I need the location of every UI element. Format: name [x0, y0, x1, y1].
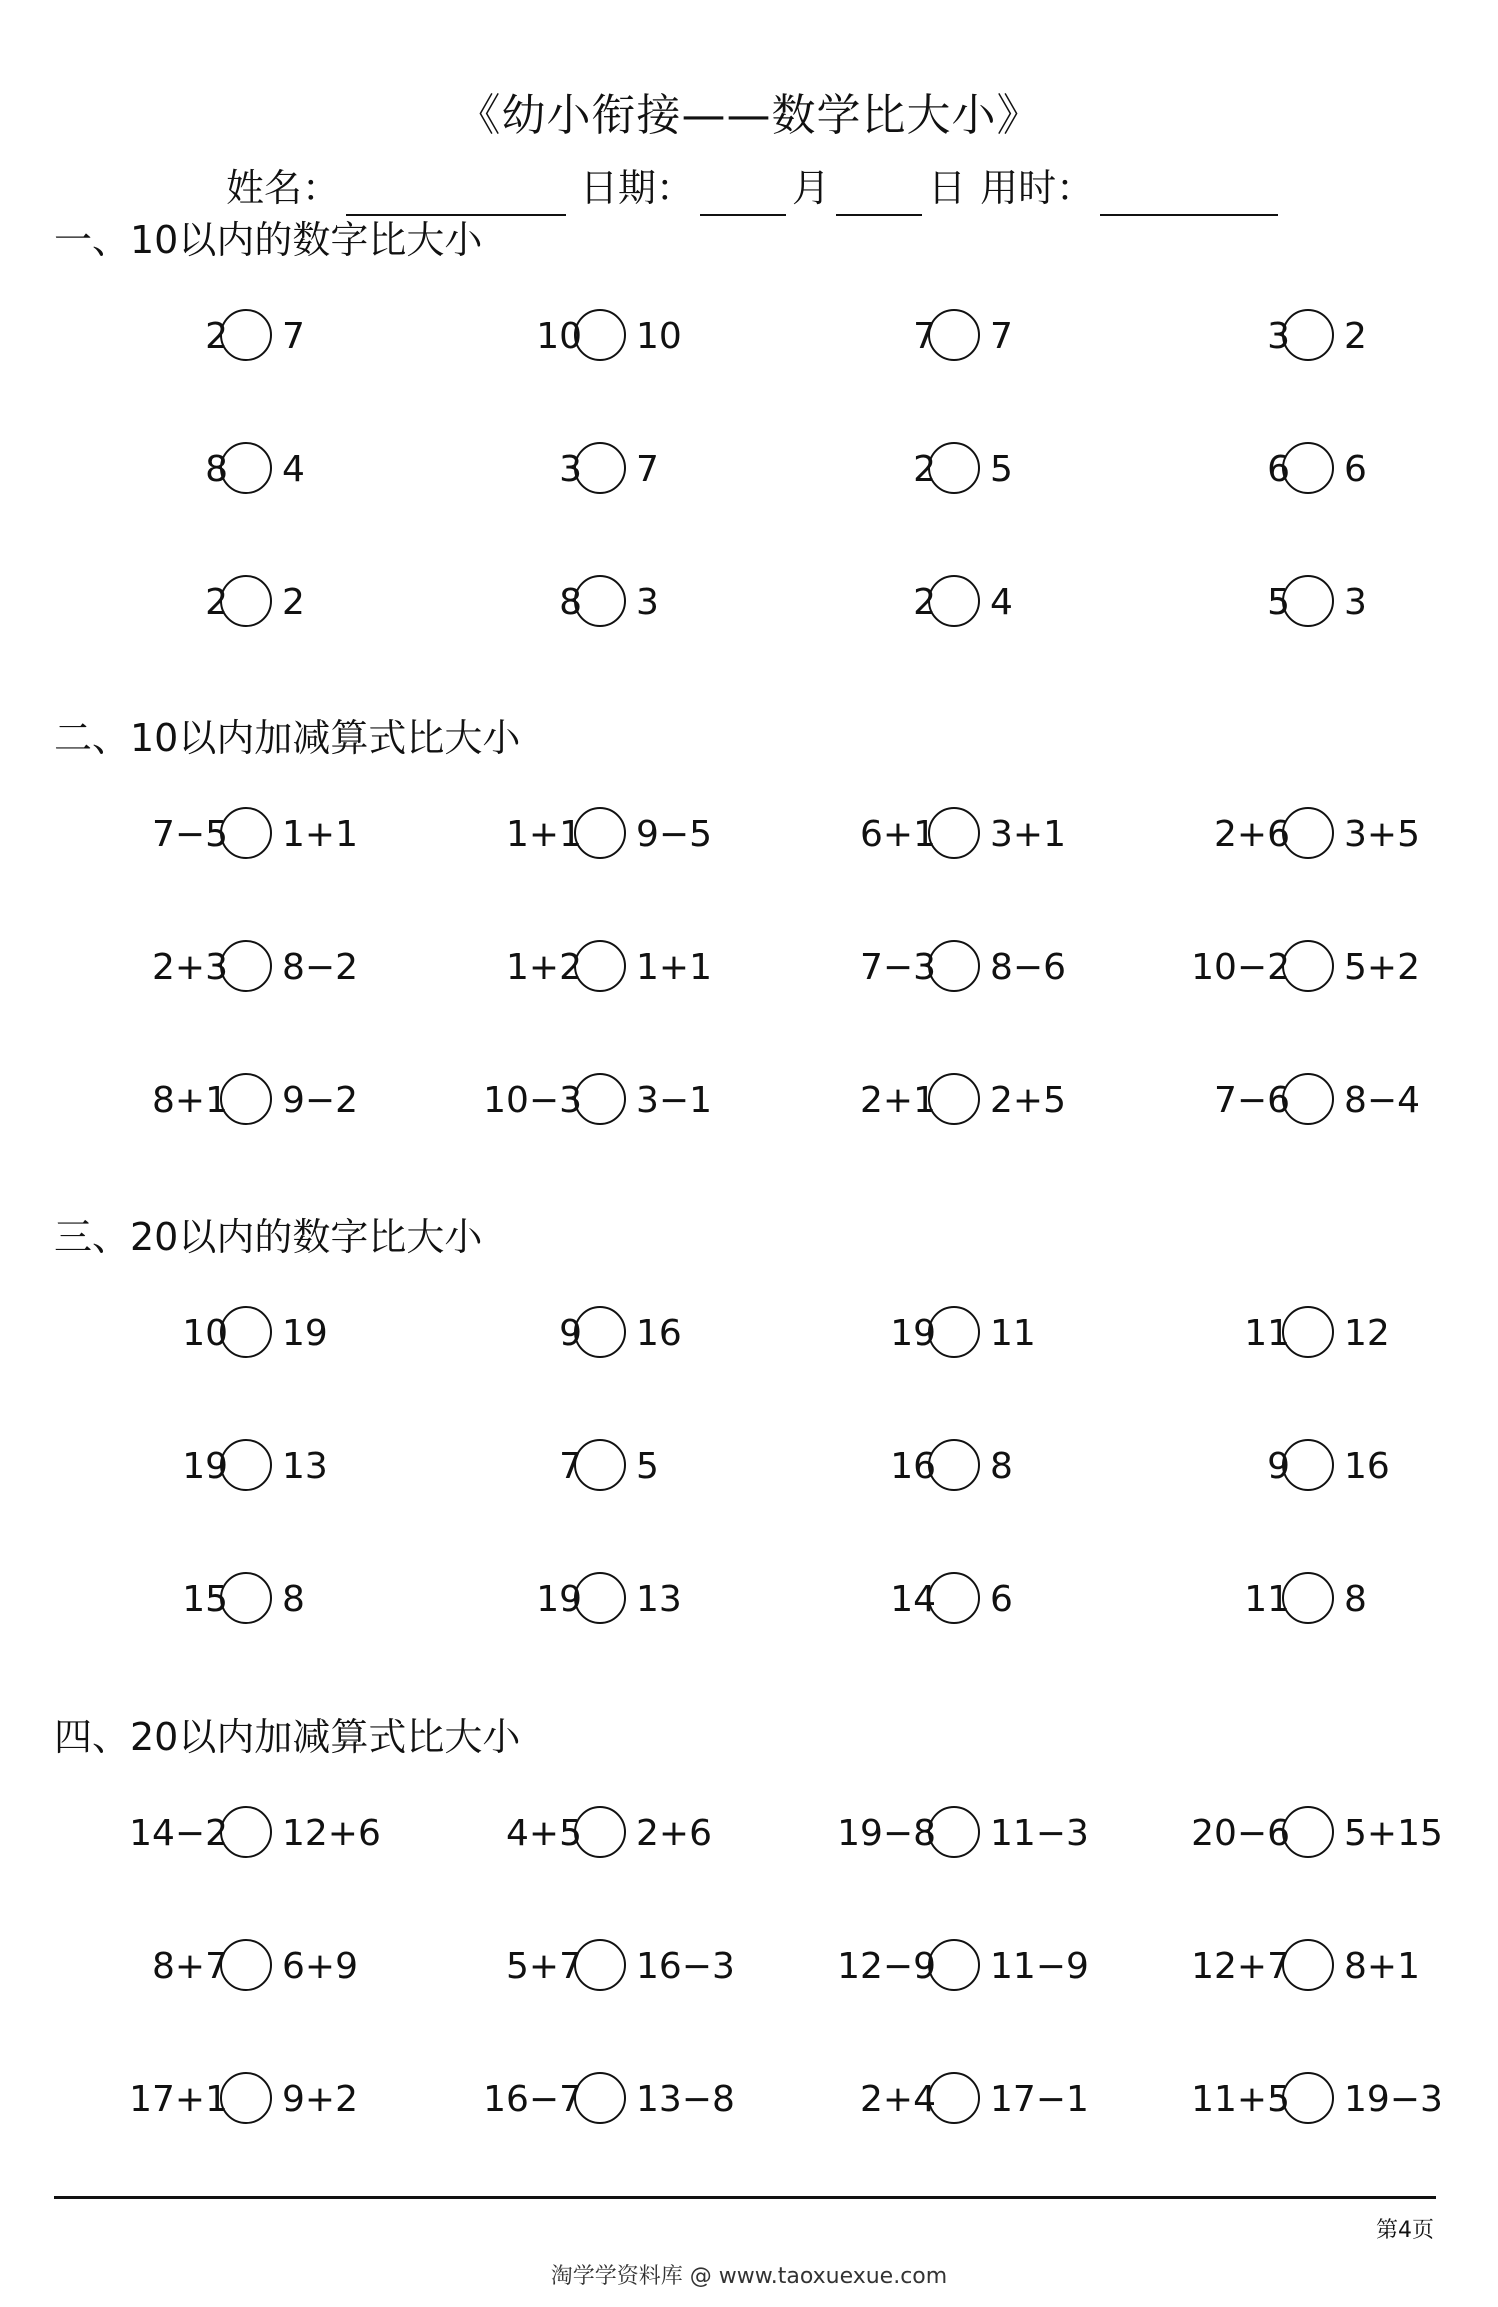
- answer-circle[interactable]: [1282, 1073, 1334, 1125]
- answer-circle[interactable]: [220, 1806, 272, 1858]
- right-expression: 1+1: [282, 814, 358, 855]
- right-expression: 3: [1344, 582, 1367, 623]
- left-expression: 2+4: [860, 2079, 936, 2120]
- comparison-problem: [454, 1938, 754, 1996]
- comparison-problem: [454, 806, 754, 864]
- right-expression: 4: [282, 449, 305, 490]
- name-blank[interactable]: [346, 170, 566, 216]
- left-expression: 11: [1244, 1313, 1290, 1354]
- comparison-problem: [100, 574, 400, 632]
- comparison-problem: [454, 2071, 754, 2129]
- answer-circle[interactable]: [220, 1073, 272, 1125]
- comparison-problem: [808, 1305, 1108, 1363]
- right-expression: 19: [282, 1313, 328, 1354]
- answer-circle[interactable]: [1282, 1939, 1334, 1991]
- comparison-problem: [1162, 441, 1462, 499]
- right-expression: 11: [990, 1313, 1036, 1354]
- right-expression: 10: [636, 316, 682, 357]
- left-expression: 19: [536, 1579, 582, 1620]
- answer-circle[interactable]: [220, 442, 272, 494]
- answer-circle[interactable]: [928, 2072, 980, 2124]
- answer-circle[interactable]: [1282, 940, 1334, 992]
- answer-circle[interactable]: [1282, 309, 1334, 361]
- comparison-problem: [454, 441, 754, 499]
- right-expression: 16: [1344, 1446, 1390, 1487]
- left-expression: 20−6: [1191, 1813, 1290, 1854]
- answer-circle[interactable]: [928, 309, 980, 361]
- left-expression: 8: [559, 582, 582, 623]
- right-expression: 19−3: [1344, 2079, 1443, 2120]
- answer-circle[interactable]: [220, 1939, 272, 1991]
- comparison-problem: [100, 1072, 400, 1130]
- date-label: 日期：: [580, 166, 695, 210]
- answer-circle[interactable]: [574, 309, 626, 361]
- right-expression: 11−3: [990, 1813, 1089, 1854]
- left-expression: 5: [1267, 582, 1290, 623]
- section-title: 四、20以内加减算式比大小: [54, 1715, 521, 1759]
- left-expression: 3: [1267, 316, 1290, 357]
- answer-circle[interactable]: [220, 1572, 272, 1624]
- comparison-problem: [100, 441, 400, 499]
- answer-circle[interactable]: [928, 940, 980, 992]
- student-info-row: [226, 160, 1284, 216]
- answer-circle[interactable]: [1282, 1306, 1334, 1358]
- left-expression: 4+5: [506, 1813, 582, 1854]
- comparison-problem: [808, 1805, 1108, 1863]
- answer-circle[interactable]: [928, 807, 980, 859]
- right-expression: 3+5: [1344, 814, 1420, 855]
- answer-circle[interactable]: [220, 1306, 272, 1358]
- answer-circle[interactable]: [928, 575, 980, 627]
- comparison-problem: [100, 939, 400, 997]
- section-title: 二、10以内加减算式比大小: [54, 716, 521, 760]
- day-blank[interactable]: [836, 170, 922, 216]
- comparison-problem: [808, 1938, 1108, 1996]
- month-blank[interactable]: [700, 170, 786, 216]
- right-expression: 3+1: [990, 814, 1066, 855]
- right-expression: 11−9: [990, 1946, 1089, 1987]
- comparison-problem: [1162, 2071, 1462, 2129]
- answer-circle[interactable]: [928, 1806, 980, 1858]
- right-expression: 8−6: [990, 947, 1066, 988]
- comparison-problem: [1162, 574, 1462, 632]
- comparison-problem: [808, 308, 1108, 366]
- left-expression: 14−2: [129, 1813, 228, 1854]
- comparison-problem: [808, 1072, 1108, 1130]
- answer-circle[interactable]: [574, 1572, 626, 1624]
- left-expression: 2: [913, 449, 936, 490]
- right-expression: 2+5: [990, 1080, 1066, 1121]
- answer-circle[interactable]: [928, 1306, 980, 1358]
- right-expression: 7: [282, 316, 305, 357]
- answer-circle[interactable]: [1282, 575, 1334, 627]
- answer-circle[interactable]: [928, 442, 980, 494]
- answer-circle[interactable]: [574, 442, 626, 494]
- answer-circle[interactable]: [1282, 807, 1334, 859]
- answer-circle[interactable]: [1282, 1806, 1334, 1858]
- right-expression: 9−2: [282, 1080, 358, 1121]
- page-number: 第4页: [1376, 2218, 1434, 2243]
- right-expression: 6: [1344, 449, 1367, 490]
- comparison-problem: [100, 308, 400, 366]
- comparison-problem: [808, 2071, 1108, 2129]
- answer-circle[interactable]: [574, 2072, 626, 2124]
- comparison-problem: [1162, 1938, 1462, 1996]
- answer-circle[interactable]: [574, 807, 626, 859]
- right-expression: 5: [636, 1446, 659, 1487]
- right-expression: 12: [1344, 1313, 1390, 1354]
- comparison-problem: [100, 1938, 400, 1996]
- comparison-problem: [1162, 1072, 1462, 1130]
- answer-circle[interactable]: [220, 940, 272, 992]
- answer-circle[interactable]: [220, 575, 272, 627]
- comparison-problem: [1162, 1438, 1462, 1496]
- time-blank[interactable]: [1100, 170, 1278, 216]
- answer-circle[interactable]: [928, 1939, 980, 1991]
- left-expression: 17+1: [129, 2079, 228, 2120]
- comparison-problem: [1162, 1305, 1462, 1363]
- right-expression: 8+1: [1344, 1946, 1420, 1987]
- left-expression: 10−3: [483, 1080, 582, 1121]
- right-expression: 7: [990, 316, 1013, 357]
- answer-circle[interactable]: [1282, 1572, 1334, 1624]
- answer-circle[interactable]: [574, 1806, 626, 1858]
- comparison-problem: [100, 2071, 400, 2129]
- page-title: 《幼小衔接——数学比大小》: [456, 90, 1042, 141]
- left-expression: 2+3: [152, 947, 228, 988]
- left-expression: 1+2: [506, 947, 582, 988]
- left-expression: 16−7: [483, 2079, 582, 2120]
- left-expression: 15: [182, 1579, 228, 1620]
- month-label: 月: [792, 166, 831, 210]
- answer-circle[interactable]: [574, 1306, 626, 1358]
- left-expression: 19−8: [837, 1813, 936, 1854]
- comparison-problem: [100, 1305, 400, 1363]
- comparison-problem: [808, 574, 1108, 632]
- answer-circle[interactable]: [574, 1439, 626, 1491]
- comparison-problem: [100, 1438, 400, 1496]
- day-label: 日: [928, 166, 967, 210]
- left-expression: 11+5: [1191, 2079, 1290, 2120]
- comparison-problem: [1162, 1571, 1462, 1629]
- comparison-problem: [454, 574, 754, 632]
- answer-circle[interactable]: [574, 575, 626, 627]
- comparison-problem: [1162, 308, 1462, 366]
- right-expression: 8: [1344, 1579, 1367, 1620]
- comparison-problem: [100, 1571, 400, 1629]
- answer-circle[interactable]: [574, 1073, 626, 1125]
- comparison-problem: [808, 806, 1108, 864]
- comparison-problem: [1162, 1805, 1462, 1863]
- left-expression: 12−9: [837, 1946, 936, 1987]
- right-expression: 2+6: [636, 1813, 712, 1854]
- comparison-problem: [1162, 806, 1462, 864]
- comparison-problem: [454, 308, 754, 366]
- right-expression: 5+2: [1344, 947, 1420, 988]
- left-expression: 9: [1267, 1446, 1290, 1487]
- right-expression: 9+2: [282, 2079, 358, 2120]
- left-expression: 2: [205, 316, 228, 357]
- left-expression: 2: [205, 582, 228, 623]
- comparison-problem: [454, 1438, 754, 1496]
- left-expression: 5+7: [506, 1946, 582, 1987]
- left-expression: 2: [913, 582, 936, 623]
- answer-circle[interactable]: [574, 940, 626, 992]
- left-expression: 3: [559, 449, 582, 490]
- right-expression: 2: [1344, 316, 1367, 357]
- name-label: 姓名：: [226, 166, 341, 210]
- watermark: 淘学学资料库 @ www.taoxuexue.com: [550, 2264, 948, 2289]
- comparison-problem: [454, 1072, 754, 1130]
- answer-circle[interactable]: [574, 1939, 626, 1991]
- left-expression: 14: [890, 1579, 936, 1620]
- left-expression: 2+6: [1214, 814, 1290, 855]
- right-expression: 1+1: [636, 947, 712, 988]
- left-expression: 2+1: [860, 1080, 936, 1121]
- right-expression: 2: [282, 582, 305, 623]
- comparison-problem: [808, 441, 1108, 499]
- right-expression: 7: [636, 449, 659, 490]
- left-expression: 6+1: [860, 814, 936, 855]
- comparison-problem: [100, 1805, 400, 1863]
- comparison-problem: [808, 939, 1108, 997]
- right-expression: 8−2: [282, 947, 358, 988]
- right-expression: 16−3: [636, 1946, 735, 1987]
- right-expression: 3−1: [636, 1080, 712, 1121]
- comparison-problem: [808, 1438, 1108, 1496]
- right-expression: 9−5: [636, 814, 712, 855]
- right-expression: 13−8: [636, 2079, 735, 2120]
- right-expression: 6: [990, 1579, 1013, 1620]
- right-expression: 6+9: [282, 1946, 358, 1987]
- section-title: 三、20以内的数字比大小: [54, 1215, 483, 1259]
- answer-circle[interactable]: [220, 807, 272, 859]
- answer-circle[interactable]: [928, 1439, 980, 1491]
- right-expression: 12+6: [282, 1813, 381, 1854]
- time-label: 用时：: [980, 166, 1095, 210]
- right-expression: 8: [282, 1579, 305, 1620]
- right-expression: 8−4: [1344, 1080, 1420, 1121]
- right-expression: 5: [990, 449, 1013, 490]
- comparison-problem: [454, 939, 754, 997]
- left-expression: 19: [182, 1446, 228, 1487]
- left-expression: 7−5: [152, 814, 228, 855]
- right-expression: 4: [990, 582, 1013, 623]
- left-expression: 7: [913, 316, 936, 357]
- left-expression: 10: [536, 316, 582, 357]
- left-expression: 1+1: [506, 814, 582, 855]
- left-expression: 11: [1244, 1579, 1290, 1620]
- left-expression: 19: [890, 1313, 936, 1354]
- section-title: 一、10以内的数字比大小: [54, 218, 483, 262]
- comparison-problem: [454, 1305, 754, 1363]
- answer-circle[interactable]: [220, 309, 272, 361]
- left-expression: 9: [559, 1313, 582, 1354]
- answer-circle[interactable]: [1282, 1439, 1334, 1491]
- answer-circle[interactable]: [1282, 442, 1334, 494]
- right-expression: 17−1: [990, 2079, 1089, 2120]
- answer-circle[interactable]: [220, 2072, 272, 2124]
- answer-circle[interactable]: [1282, 2072, 1334, 2124]
- comparison-problem: [100, 806, 400, 864]
- left-expression: 7: [559, 1446, 582, 1487]
- left-expression: 12+7: [1191, 1946, 1290, 1987]
- left-expression: 7−3: [860, 947, 936, 988]
- right-expression: 13: [282, 1446, 328, 1487]
- comparison-problem: [454, 1805, 754, 1863]
- left-expression: 16: [890, 1446, 936, 1487]
- left-expression: 10−2: [1191, 947, 1290, 988]
- right-expression: 16: [636, 1313, 682, 1354]
- comparison-problem: [808, 1571, 1108, 1629]
- answer-circle[interactable]: [220, 1439, 272, 1491]
- comparison-problem: [1162, 939, 1462, 997]
- left-expression: 10: [182, 1313, 228, 1354]
- footer-divider: [54, 2196, 1436, 2199]
- right-expression: 13: [636, 1579, 682, 1620]
- right-expression: 8: [990, 1446, 1013, 1487]
- left-expression: 6: [1267, 449, 1290, 490]
- left-expression: 7−6: [1214, 1080, 1290, 1121]
- comparison-problem: [454, 1571, 754, 1629]
- right-expression: 3: [636, 582, 659, 623]
- left-expression: 8: [205, 449, 228, 490]
- left-expression: 8+7: [152, 1946, 228, 1987]
- answer-circle[interactable]: [928, 1572, 980, 1624]
- left-expression: 8+1: [152, 1080, 228, 1121]
- right-expression: 5+15: [1344, 1813, 1443, 1854]
- answer-circle[interactable]: [928, 1073, 980, 1125]
